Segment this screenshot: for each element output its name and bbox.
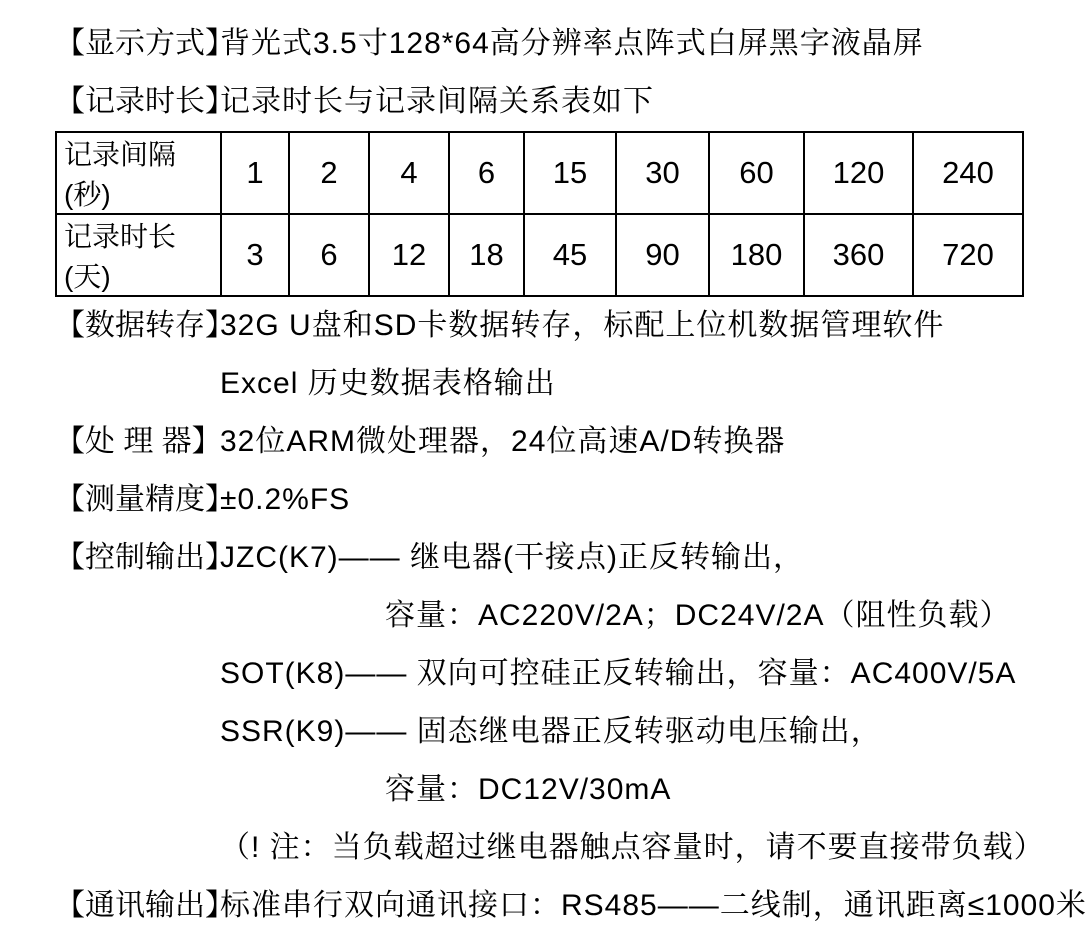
table-cell: 15 — [524, 132, 616, 214]
spec-row-display-mode — [55, 15, 1080, 73]
table-cell: 6 — [289, 214, 369, 296]
record-interval-table — [55, 131, 1024, 297]
table-cell: 1 — [221, 132, 289, 214]
spec-content: 背光式3.5寸128*64高分辨率点阵式白屏黑字液晶屏 — [220, 27, 924, 60]
spec-row-load-warning — [55, 819, 1080, 877]
spec-row-jzc-capacity — [55, 587, 1080, 645]
spec-row-communication-output — [55, 877, 1087, 935]
table-row-header: 记录时长(天) — [56, 214, 221, 296]
table-cell: 3 — [221, 214, 289, 296]
spec-row-excel-output — [55, 355, 1080, 413]
table-cell: 12 — [369, 214, 449, 296]
spec-content: 记录时长与记录间隔关系表如下 — [220, 85, 654, 118]
spec-row-ssr-capacity — [55, 761, 1080, 819]
table-cell: 90 — [616, 214, 709, 296]
spec-row-record-duration — [55, 73, 1080, 131]
table-cell: 45 — [524, 214, 616, 296]
table-cell: 240 — [913, 132, 1023, 214]
table-cell: 6 — [449, 132, 524, 214]
table-cell: 120 — [804, 132, 913, 214]
spec-row-ssr — [55, 703, 1080, 761]
spec-label: 【数据转存】 — [55, 309, 235, 342]
table-row-duration — [56, 214, 1023, 296]
table-row-header: 记录间隔(秒) — [56, 132, 221, 214]
table-row-interval — [56, 132, 1023, 214]
table-cell: 180 — [709, 214, 804, 296]
table-cell: 60 — [709, 132, 804, 214]
spec-label: 【显示方式】 — [55, 27, 235, 60]
table-cell: 360 — [804, 214, 913, 296]
spec-content: 32G U盘和SD卡数据转存，标配上位机数据管理软件 — [220, 309, 945, 342]
table-cell: 2 — [289, 132, 369, 214]
spec-content: ±0.2%FS — [220, 483, 351, 516]
spec-content: Excel 历史数据表格输出 — [220, 367, 556, 400]
spec-content: 标准串行双向通讯接口：RS485——二线制，通讯距离≤1000米 — [220, 889, 1087, 922]
spec-label: 【测量精度】 — [55, 483, 235, 516]
table-cell: 720 — [913, 214, 1023, 296]
spec-content: JZC(K7)—— 继电器(干接点)正反转输出， — [220, 541, 804, 574]
spec-content: SSR(K9)—— 固态继电器正反转驱动电压输出， — [220, 715, 882, 748]
spec-row-control-output-jzc — [55, 529, 1080, 587]
spec-row-sot — [55, 645, 1080, 703]
spec-row-data-transfer — [55, 297, 1080, 355]
spec-label: 【处 理 器】 — [55, 425, 222, 458]
spec-row-accuracy — [55, 471, 1080, 529]
spec-content: （! 注：当负载超过继电器触点容量时，请不要直接带负载） — [220, 831, 1045, 864]
table-cell: 30 — [616, 132, 709, 214]
spec-label: 【通讯输出】 — [55, 889, 235, 922]
table-cell: 18 — [449, 214, 524, 296]
spec-content: 32位ARM微处理器，24位高速A/D转换器 — [220, 425, 786, 458]
spec-content: 容量：DC12V/30mA — [385, 773, 672, 806]
spec-label: 【记录时长】 — [55, 85, 235, 118]
table-cell: 4 — [369, 132, 449, 214]
spec-content: 容量：AC220V/2A；DC24V/2A（阻性负载） — [385, 599, 1011, 632]
spec-label: 【控制输出】 — [55, 541, 235, 574]
spec-row-processor — [55, 413, 1080, 471]
spec-content: SOT(K8)—— 双向可控硅正反转输出，容量：AC400V/5A — [220, 657, 1017, 690]
